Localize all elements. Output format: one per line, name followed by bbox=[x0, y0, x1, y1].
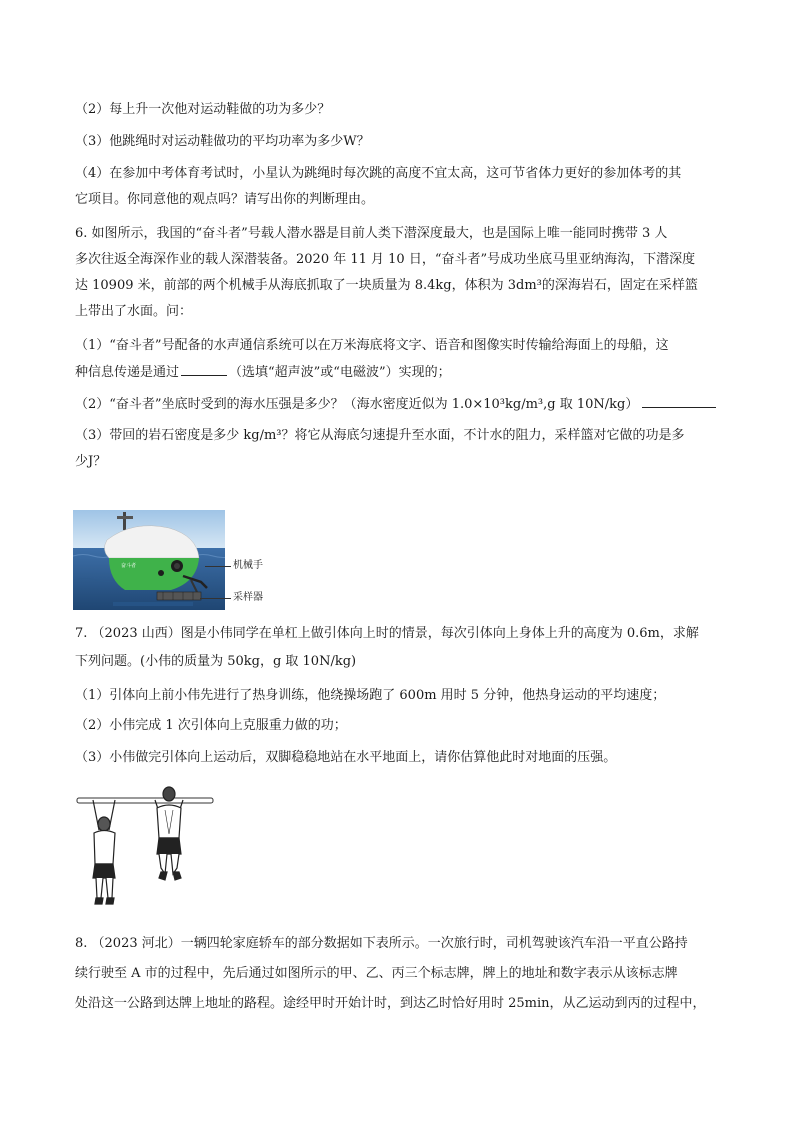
q6-line1: 6. 如图所示，我国的“奋斗者”号载人潜水器是目前人类下潜深度最大，也是国际上唯一能同时携带 3 人 bbox=[75, 226, 668, 241]
q8-line1: 8. （2023 河北）一辆四轮家庭轿车的部分数据如下表所示。一次旅行时，司机驾驶该汽车沿一平直公路持 bbox=[75, 936, 688, 951]
q6-sub1-line2-start: 种信息传递是通过 bbox=[75, 365, 180, 380]
q7-sub2: （2）小伟完成 1 次引体向上克服重力做的功； bbox=[75, 718, 347, 733]
q6-sub2 bbox=[75, 394, 716, 415]
q6-sub1-line2-end: （选填“超声波”或“电磁波”）实现的； bbox=[229, 365, 451, 380]
q5-sub4-line2: 它项目。你同意他的观点吗？请写出你的判断理由。 bbox=[75, 192, 375, 207]
basket-leader-line bbox=[200, 598, 231, 599]
q6-sub3-line2: 少J？ bbox=[75, 454, 107, 469]
q6-line2: 多次往返全海深作业的载人深潜装备。2020 年 11 月 10 日，“奋斗者”号成功坐底马里亚纳海沟，下潜深度 bbox=[75, 252, 696, 267]
q6-sub3-line1: （3）带回的岩石密度是多少 kg/m³？将它从海底匀速提升至水面，不计水的阻力，采样篮对它做的功是多 bbox=[75, 428, 685, 443]
q7-line1: 7. （2023 山西）图是小伟同学在单杠上做引体向上时的情景，每次引体向上身体上升的高度为 0.6m，求解 bbox=[75, 626, 699, 641]
q8-line2: 续行驶至 A 市的过程中，先后通过如图所示的甲、乙、丙三个标志牌，牌上的地址和数字表示从该标志牌 bbox=[75, 966, 678, 981]
q6-sub1-line2 bbox=[75, 362, 451, 383]
answer-blank[interactable] bbox=[181, 362, 227, 376]
q6-sub2-text: （2）“奋斗者”坐底时受到的海水压强是多少？（海水密度近似为 1.0×10³kg/m³,g 取 10N/kg） bbox=[75, 397, 639, 412]
submersible-photo bbox=[73, 510, 225, 610]
q5-sub3: （3）他跳绳时对运动鞋做功的平均功率为多少W？ bbox=[75, 134, 370, 149]
answer-blank-long[interactable] bbox=[642, 394, 716, 408]
arm-leader-line bbox=[205, 566, 231, 567]
label-sampler: 采样器 bbox=[233, 592, 263, 603]
q5-sub4-line1: （4）在参加中考体育考试时，小星认为跳绳时每次跳的高度不宜太高，这可节省体力更好的参加体考的其 bbox=[75, 166, 682, 181]
label-manipulator-arm: 机械手 bbox=[233, 560, 263, 571]
pullup-illustration bbox=[75, 778, 215, 910]
q6-line4: 上带出了水面。问： bbox=[75, 304, 193, 319]
q7-line2: 下列问题。(小伟的质量为 50kg，g 取 10N/kg) bbox=[75, 654, 357, 669]
hull-lettering: 奋斗者 bbox=[121, 563, 137, 569]
q5-sub2: （2）每上升一次他对运动鞋做的功为多少？ bbox=[75, 102, 331, 117]
pullup-drawing bbox=[75, 778, 215, 910]
q8-line3: 处沿这一公路到达牌上地址的路程。途经甲时开始计时，到达乙时恰好用时 25min，从乙运动到丙的过程中， bbox=[75, 996, 706, 1011]
submersible-illustration bbox=[73, 510, 225, 610]
q6-line3: 达 10909 米，前部的两个机械手从海底抓取了一块质量为 8.4kg，体积为 3dm³的深海岩石，固定在采样篮 bbox=[75, 278, 698, 293]
q7-sub3: （3）小伟做完引体向上运动后，双脚稳稳地站在水平地面上，请你估算他此时对地面的压强。 bbox=[75, 750, 617, 765]
q7-sub1: （1）引体向上前小伟先进行了热身训练，他绕操场跑了 600m 用时 5 分钟，他热身运动的平均速度； bbox=[75, 688, 666, 703]
q6-sub1-line1: （1）“奋斗者”号配备的水声通信系统可以在万米海底将文字、语音和图像实时传输给海面上的母船，这 bbox=[75, 338, 669, 353]
